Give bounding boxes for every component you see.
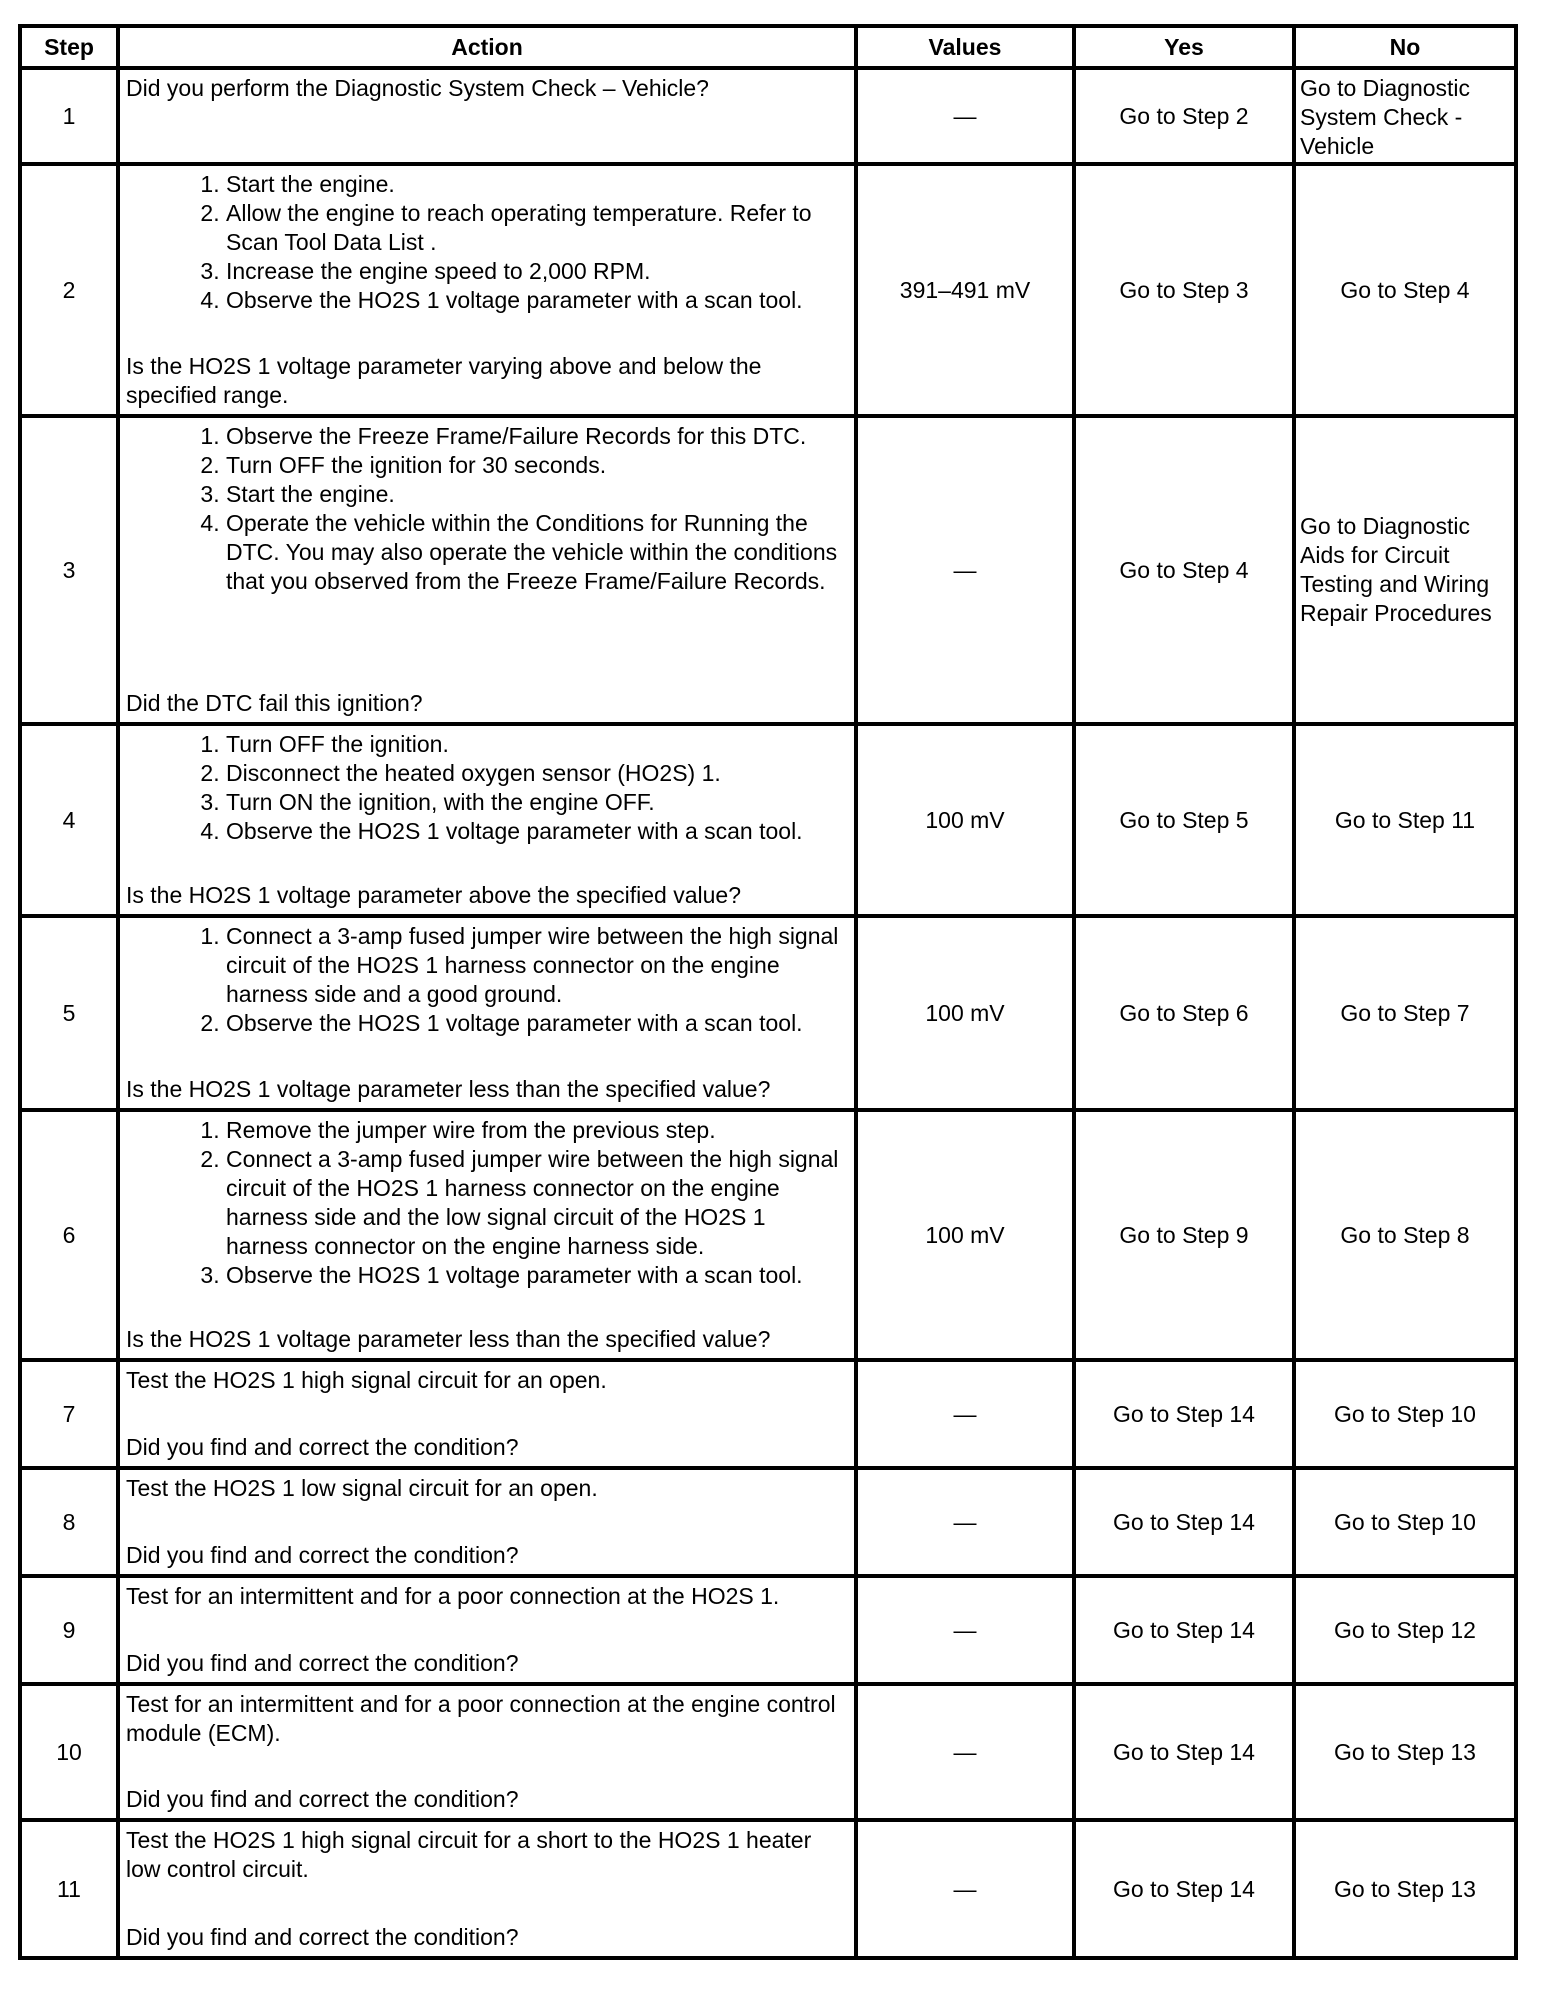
table-row: [20, 1468, 1516, 1576]
action-steps-list: [126, 922, 848, 1038]
header-values: Values: [856, 26, 1074, 68]
action-step-item: 2. Disconnect the heated oxygen sensor (HO2S) 1.: [226, 759, 848, 788]
action-steps-list: [126, 730, 848, 846]
yes-cell: Go to Step 14: [1074, 1684, 1294, 1820]
action-step-item: 1. Remove the jumper wire from the previous step.: [226, 1116, 848, 1145]
table-row: [20, 916, 1516, 1110]
step-number: 7: [20, 1360, 118, 1468]
action-question: Is the HO2S 1 voltage parameter above the specified value?: [126, 882, 741, 908]
action-cell: [118, 1684, 856, 1820]
no-cell: Go to Step 7: [1294, 916, 1516, 1110]
action-steps-list: [126, 170, 848, 315]
action-intro: Did you perform the Diagnostic System Check – Vehicle?: [126, 75, 709, 101]
action-cell: [118, 164, 856, 416]
action-step-item: 1. Turn OFF the ignition.: [226, 730, 848, 759]
no-cell: Go to Step 11: [1294, 724, 1516, 916]
action-step-item: 2. Turn OFF the ignition for 30 seconds.: [226, 451, 848, 480]
action-cell: [118, 724, 856, 916]
action-cell: [118, 1468, 856, 1576]
action-step-item: 4. Operate the vehicle within the Conditions for Running the DTC. You may also operate the vehicle within the conditions that you observed from the Freeze Frame/Failure Records.: [226, 509, 848, 596]
action-question: Did you find and correct the condition?: [126, 1650, 519, 1676]
table-row: [20, 1684, 1516, 1820]
action-intro: Test the HO2S 1 high signal circuit for a short to the HO2S 1 heater low control circuit.: [126, 1827, 812, 1882]
yes-cell: Go to Step 4: [1074, 416, 1294, 724]
action-question: Did the DTC fail this ignition?: [126, 690, 423, 716]
value-cell: —: [856, 1820, 1074, 1958]
action-cell: [118, 1110, 856, 1360]
step-number: 5: [20, 916, 118, 1110]
value-cell: 100 mV: [856, 916, 1074, 1110]
action-cell: [118, 416, 856, 724]
action-cell: [118, 1576, 856, 1684]
value-cell: —: [856, 1684, 1074, 1820]
no-cell: Go to Step 4: [1294, 164, 1516, 416]
value-cell: —: [856, 68, 1074, 164]
yes-cell: Go to Step 5: [1074, 724, 1294, 916]
action-cell: [118, 1820, 856, 1958]
table-row: [20, 164, 1516, 416]
diagnostic-table: [18, 24, 1518, 1960]
table-row: [20, 1576, 1516, 1684]
action-intro: Test for an intermittent and for a poor connection at the HO2S 1.: [126, 1583, 780, 1609]
action-step-item: 3. Observe the HO2S 1 voltage parameter with a scan tool.: [226, 1261, 848, 1290]
yes-cell: Go to Step 6: [1074, 916, 1294, 1110]
table-row: [20, 1110, 1516, 1360]
step-number: 10: [20, 1684, 118, 1820]
yes-cell: Go to Step 14: [1074, 1576, 1294, 1684]
header-step: Step: [20, 26, 118, 68]
yes-cell: Go to Step 14: [1074, 1360, 1294, 1468]
no-cell: Go to Step 10: [1294, 1360, 1516, 1468]
yes-cell: Go to Step 2: [1074, 68, 1294, 164]
action-question: Did you find and correct the condition?: [126, 1434, 519, 1460]
action-question: Is the HO2S 1 voltage parameter less than the specified value?: [126, 1326, 771, 1352]
action-step-item: 1. Observe the Freeze Frame/Failure Records for this DTC.: [226, 422, 848, 451]
action-step-item: 3. Start the engine.: [226, 480, 848, 509]
action-step-item: 1. Start the engine.: [226, 170, 848, 199]
action-step-item: 3. Increase the engine speed to 2,000 RPM.: [226, 257, 848, 286]
step-number: 6: [20, 1110, 118, 1360]
yes-cell: Go to Step 9: [1074, 1110, 1294, 1360]
step-number: 11: [20, 1820, 118, 1958]
yes-cell: Go to Step 3: [1074, 164, 1294, 416]
header-yes: Yes: [1074, 26, 1294, 68]
step-number: 3: [20, 416, 118, 724]
no-cell: Go to Step 13: [1294, 1820, 1516, 1958]
yes-cell: Go to Step 14: [1074, 1820, 1294, 1958]
no-cell: Go to Step 12: [1294, 1576, 1516, 1684]
value-cell: —: [856, 416, 1074, 724]
table-header-row: [20, 26, 1516, 68]
value-cell: 100 mV: [856, 1110, 1074, 1360]
no-cell: Go to Step 13: [1294, 1684, 1516, 1820]
action-step-item: 2. Allow the engine to reach operating temperature. Refer to Scan Tool Data List .: [226, 199, 848, 257]
value-cell: —: [856, 1576, 1074, 1684]
value-cell: 391–491 mV: [856, 164, 1074, 416]
action-step-item: 2. Observe the HO2S 1 voltage parameter with a scan tool.: [226, 1009, 848, 1038]
table-row: [20, 68, 1516, 164]
value-cell: —: [856, 1468, 1074, 1576]
header-action: Action: [118, 26, 856, 68]
no-cell: Go to Diagnostic System Check - Vehicle: [1294, 68, 1516, 164]
value-cell: —: [856, 1360, 1074, 1468]
yes-cell: Go to Step 14: [1074, 1468, 1294, 1576]
action-cell: [118, 916, 856, 1110]
table-row: [20, 1820, 1516, 1958]
action-intro: Test for an intermittent and for a poor connection at the engine control module (ECM).: [126, 1691, 836, 1746]
action-question: Is the HO2S 1 voltage parameter less than the specified value?: [126, 1076, 771, 1102]
action-question: Did you find and correct the condition?: [126, 1786, 519, 1812]
action-question: Is the HO2S 1 voltage parameter varying above and below the specified range.: [126, 353, 762, 408]
action-question: Did you find and correct the condition?: [126, 1924, 519, 1950]
header-no: No: [1294, 26, 1516, 68]
value-cell: 100 mV: [856, 724, 1074, 916]
action-step-item: 4. Observe the HO2S 1 voltage parameter with a scan tool.: [226, 286, 848, 315]
action-cell: [118, 68, 856, 164]
action-step-item: 3. Turn ON the ignition, with the engine OFF.: [226, 788, 848, 817]
no-cell: Go to Step 8: [1294, 1110, 1516, 1360]
action-step-item: 1. Connect a 3-amp fused jumper wire between the high signal circuit of the HO2S 1 harness connector on the engine harness side and a good ground.: [226, 922, 848, 1009]
no-cell: Go to Diagnostic Aids for Circuit Testing and Wiring Repair Procedures: [1294, 416, 1516, 724]
table-row: [20, 724, 1516, 916]
step-number: 4: [20, 724, 118, 916]
table-row: [20, 1360, 1516, 1468]
no-cell: Go to Step 10: [1294, 1468, 1516, 1576]
step-number: 2: [20, 164, 118, 416]
action-steps-list: [126, 1116, 848, 1290]
action-cell: [118, 1360, 856, 1468]
step-number: 8: [20, 1468, 118, 1576]
table-row: [20, 416, 1516, 724]
action-steps-list: [126, 422, 848, 596]
action-intro: Test the HO2S 1 high signal circuit for an open.: [126, 1367, 607, 1393]
action-question: Did you find and correct the condition?: [126, 1542, 519, 1568]
action-step-item: 2. Connect a 3-amp fused jumper wire between the high signal circuit of the HO2S 1 harness connector on the engine harness side and the low signal circuit of the HO2S 1 harness connector on the engine harness side.: [226, 1145, 848, 1261]
action-step-item: 4. Observe the HO2S 1 voltage parameter with a scan tool.: [226, 817, 848, 846]
step-number: 1: [20, 68, 118, 164]
step-number: 9: [20, 1576, 118, 1684]
action-intro: Test the HO2S 1 low signal circuit for an open.: [126, 1475, 598, 1501]
